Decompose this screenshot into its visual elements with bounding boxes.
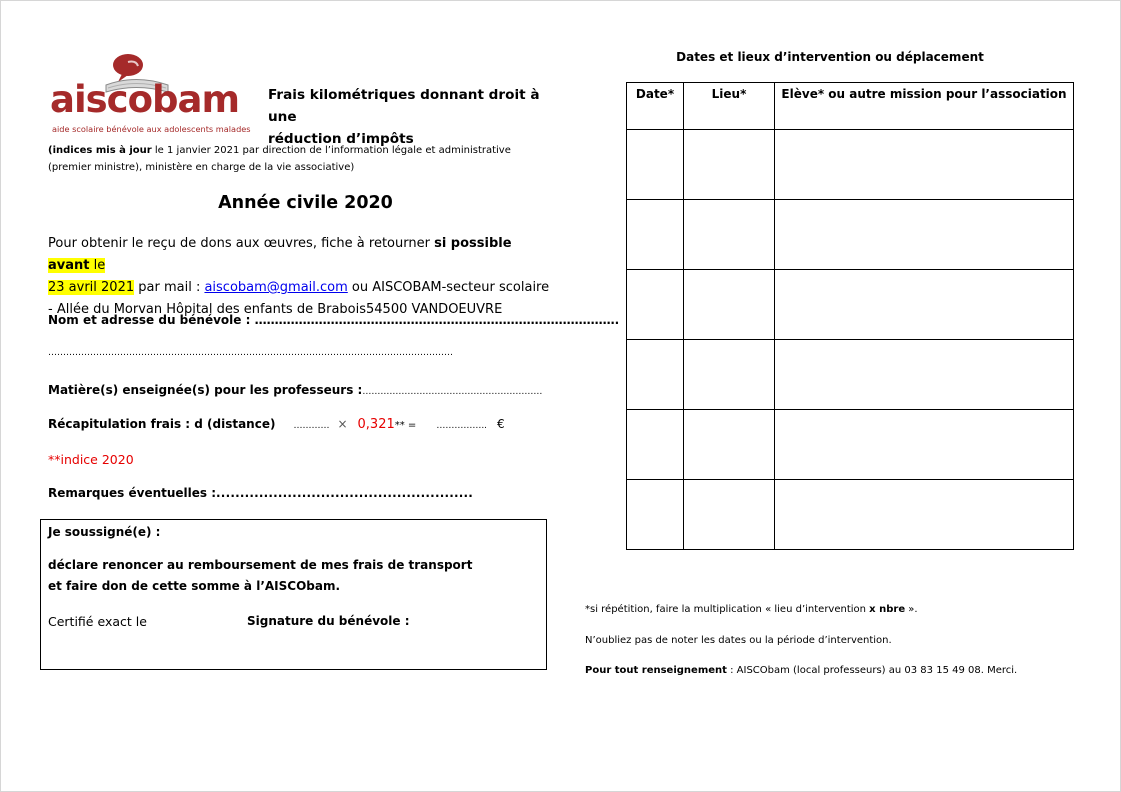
declaration-line-2: et faire don de cette somme à l’AISCObam. [48, 579, 341, 593]
logo-wordmark: aiscobam [50, 78, 240, 121]
indice-value: 0,321 [357, 417, 395, 432]
repetition-bold: x nbre [869, 604, 906, 615]
cell-date[interactable] [627, 130, 684, 200]
cell-lieu[interactable] [684, 340, 775, 410]
soussigne-label: Je soussigné(e) : [48, 525, 161, 539]
euro-sign: € [497, 417, 505, 431]
address-dots-line: ……………………………………………………………………………………………………………………… [48, 348, 453, 358]
header-lieu: Lieu* [684, 83, 775, 130]
intro-address: ou AISCOBAM-secteur scolaire - Allée du Morvan Hôpital des enfants de Brabois54500 VANDOEUVRE [48, 280, 550, 317]
instructions-paragraph [48, 233, 553, 321]
cell-lieu[interactable] [684, 130, 775, 200]
aiscobam-logo [48, 52, 263, 138]
cell-lieu[interactable] [684, 480, 775, 550]
cell-lieu[interactable] [684, 270, 775, 340]
recap-equals: ** = [394, 420, 417, 431]
cell-date[interactable] [627, 410, 684, 480]
cell-date[interactable] [627, 200, 684, 270]
times-sign: × [337, 417, 348, 431]
indice-2020-note: **indice 2020 [48, 452, 134, 467]
nom-adresse-dots: ………………………………………………………………………………. [250, 313, 620, 327]
email-link[interactable]: aiscobam@gmail.com [204, 280, 348, 295]
cell-eleve[interactable] [775, 410, 1074, 480]
table-row [627, 340, 1074, 410]
indices-note [48, 142, 553, 176]
cell-date[interactable] [627, 270, 684, 340]
repetition-end: ». [905, 604, 918, 615]
cell-lieu[interactable] [684, 410, 775, 480]
intro-text-1: Pour obtenir le reçu de dons aux œuvres, fiche à retourner [48, 236, 435, 251]
nom-adresse-label: Nom et adresse du bénévole : [48, 313, 251, 327]
header-eleve: Elève* ou autre mission pour l’association [775, 83, 1074, 130]
renseignement-text: : AISCObam (local professeurs) au 03 83 15 49 08. Merci. [726, 665, 1018, 676]
intro-avant-highlight: avant [48, 258, 90, 273]
document-title [268, 84, 558, 150]
table-row [627, 270, 1074, 340]
remarques-dots: ...................................................... [216, 486, 474, 500]
intro-le-highlight: le [89, 258, 106, 273]
intervention-table [626, 82, 1074, 550]
declaration-box [40, 519, 547, 670]
logo-tagline: aide scolaire bénévole aux adolescents malades [52, 124, 251, 134]
recap-distance-dots: ………… [293, 421, 330, 431]
matiere-label: Matière(s) enseignée(s) pour les professeurs : [48, 383, 363, 397]
signature-label: Signature du bénévole : [247, 614, 410, 628]
oubliez-note: N’oubliez pas de noter les dates ou la période d’intervention. [585, 635, 892, 646]
intro-deadline-highlight: 23 avril 2021 [48, 280, 135, 295]
title-line-1: Frais kilométriques donnant droit à une [268, 87, 540, 125]
repetition-text: *si répétition, faire la multiplication « lieu d’intervention [585, 604, 870, 615]
recap-label: Récapitulation frais : d (distance) [48, 417, 276, 431]
recap-total-dots: …………….. [436, 421, 488, 431]
annee-civile-heading: Année civile 2020 [218, 193, 393, 213]
renseignement-label: Pour tout renseignement [585, 665, 727, 676]
indices-bold: (indices mis à jour [48, 145, 152, 156]
cell-eleve[interactable] [775, 200, 1074, 270]
renseignement-note [585, 665, 1017, 676]
header-date: Date* [627, 83, 684, 130]
matiere-dots: …………………………………………………… [362, 387, 543, 397]
cell-date[interactable] [627, 480, 684, 550]
remarques-line [48, 486, 473, 500]
table-header-row [627, 83, 1074, 130]
cell-eleve[interactable] [775, 480, 1074, 550]
cell-eleve[interactable] [775, 130, 1074, 200]
cell-date[interactable] [627, 340, 684, 410]
cell-eleve[interactable] [775, 270, 1074, 340]
title-line-2: réduction d’impôts [268, 131, 414, 147]
indices-text: le 1 janvier 2021 par direction de l’information légale et administrative (premier ministre), ministère en charge de la vie associative) [48, 145, 511, 173]
table-row [627, 200, 1074, 270]
recap-line [48, 417, 505, 432]
table-row [627, 410, 1074, 480]
table-title: Dates et lieux d’intervention ou déplacement [676, 50, 984, 64]
table-row [627, 130, 1074, 200]
certifie-label: Certifié exact le [48, 614, 147, 629]
intro-text-mail: par mail : [134, 280, 205, 295]
repetition-note [585, 604, 918, 615]
intro-si-possible: si possible [434, 236, 512, 251]
declaration-line-1: déclare renoncer au remboursement de mes frais de transport [48, 558, 473, 572]
remarques-label: Remarques éventuelles : [48, 486, 217, 500]
nom-adresse-line [48, 313, 619, 327]
table-row [627, 480, 1074, 550]
matiere-line [48, 383, 542, 397]
cell-lieu[interactable] [684, 200, 775, 270]
cell-eleve[interactable] [775, 340, 1074, 410]
